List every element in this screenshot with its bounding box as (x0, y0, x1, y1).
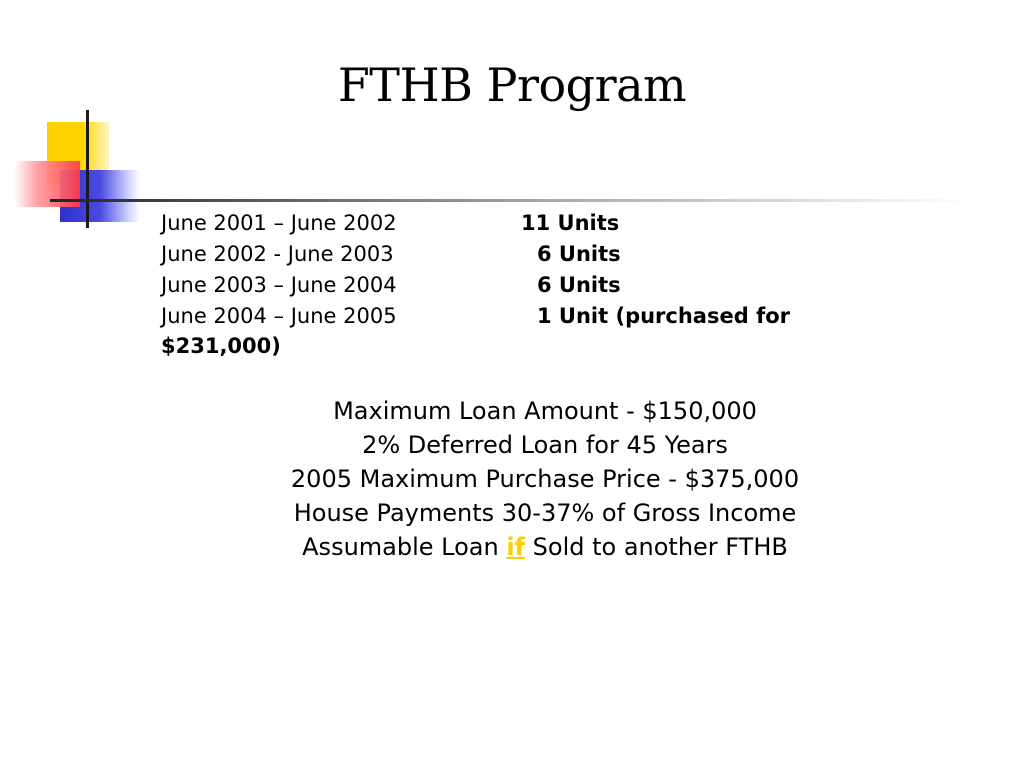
vertical-rule-decoration (86, 110, 89, 228)
fact-line-assumable (0, 530, 1024, 564)
unit-row-period: June 2004 – June 2005 (161, 304, 397, 328)
slide-title: FTHB Program (337, 58, 687, 112)
fact-line: 2% Deferred Loan for 45 Years (362, 431, 728, 459)
unit-row (161, 239, 621, 269)
unit-row-units: 11 Units (521, 211, 620, 235)
unit-row-continuation: $231,000) (161, 334, 281, 358)
assumable-text-before: Assumable Loan (302, 533, 507, 561)
unit-row (161, 270, 621, 300)
fact-line: Maximum Loan Amount - $150,000 (333, 397, 757, 425)
unit-row (161, 301, 790, 331)
assumable-emphasis: if (506, 533, 526, 561)
fact-line: 2005 Maximum Purchase Price - $375,000 (290, 465, 800, 493)
program-facts (0, 394, 1024, 564)
unit-row-period: June 2002 - June 2003 (161, 242, 394, 266)
horizontal-rule-decoration (50, 199, 970, 202)
unit-row (161, 208, 620, 238)
unit-row-period: June 2003 – June 2004 (161, 273, 397, 297)
unit-row-units: 6 Units (537, 242, 621, 266)
fact-line: House Payments 30-37% of Gross Income (293, 499, 797, 527)
unit-row-units: 1 Unit (purchased for (537, 304, 790, 328)
assumable-text-after: Sold to another FTHB (525, 533, 788, 561)
unit-row-period: June 2001 – June 2002 (161, 211, 397, 235)
unit-row-units: 6 Units (537, 273, 621, 297)
